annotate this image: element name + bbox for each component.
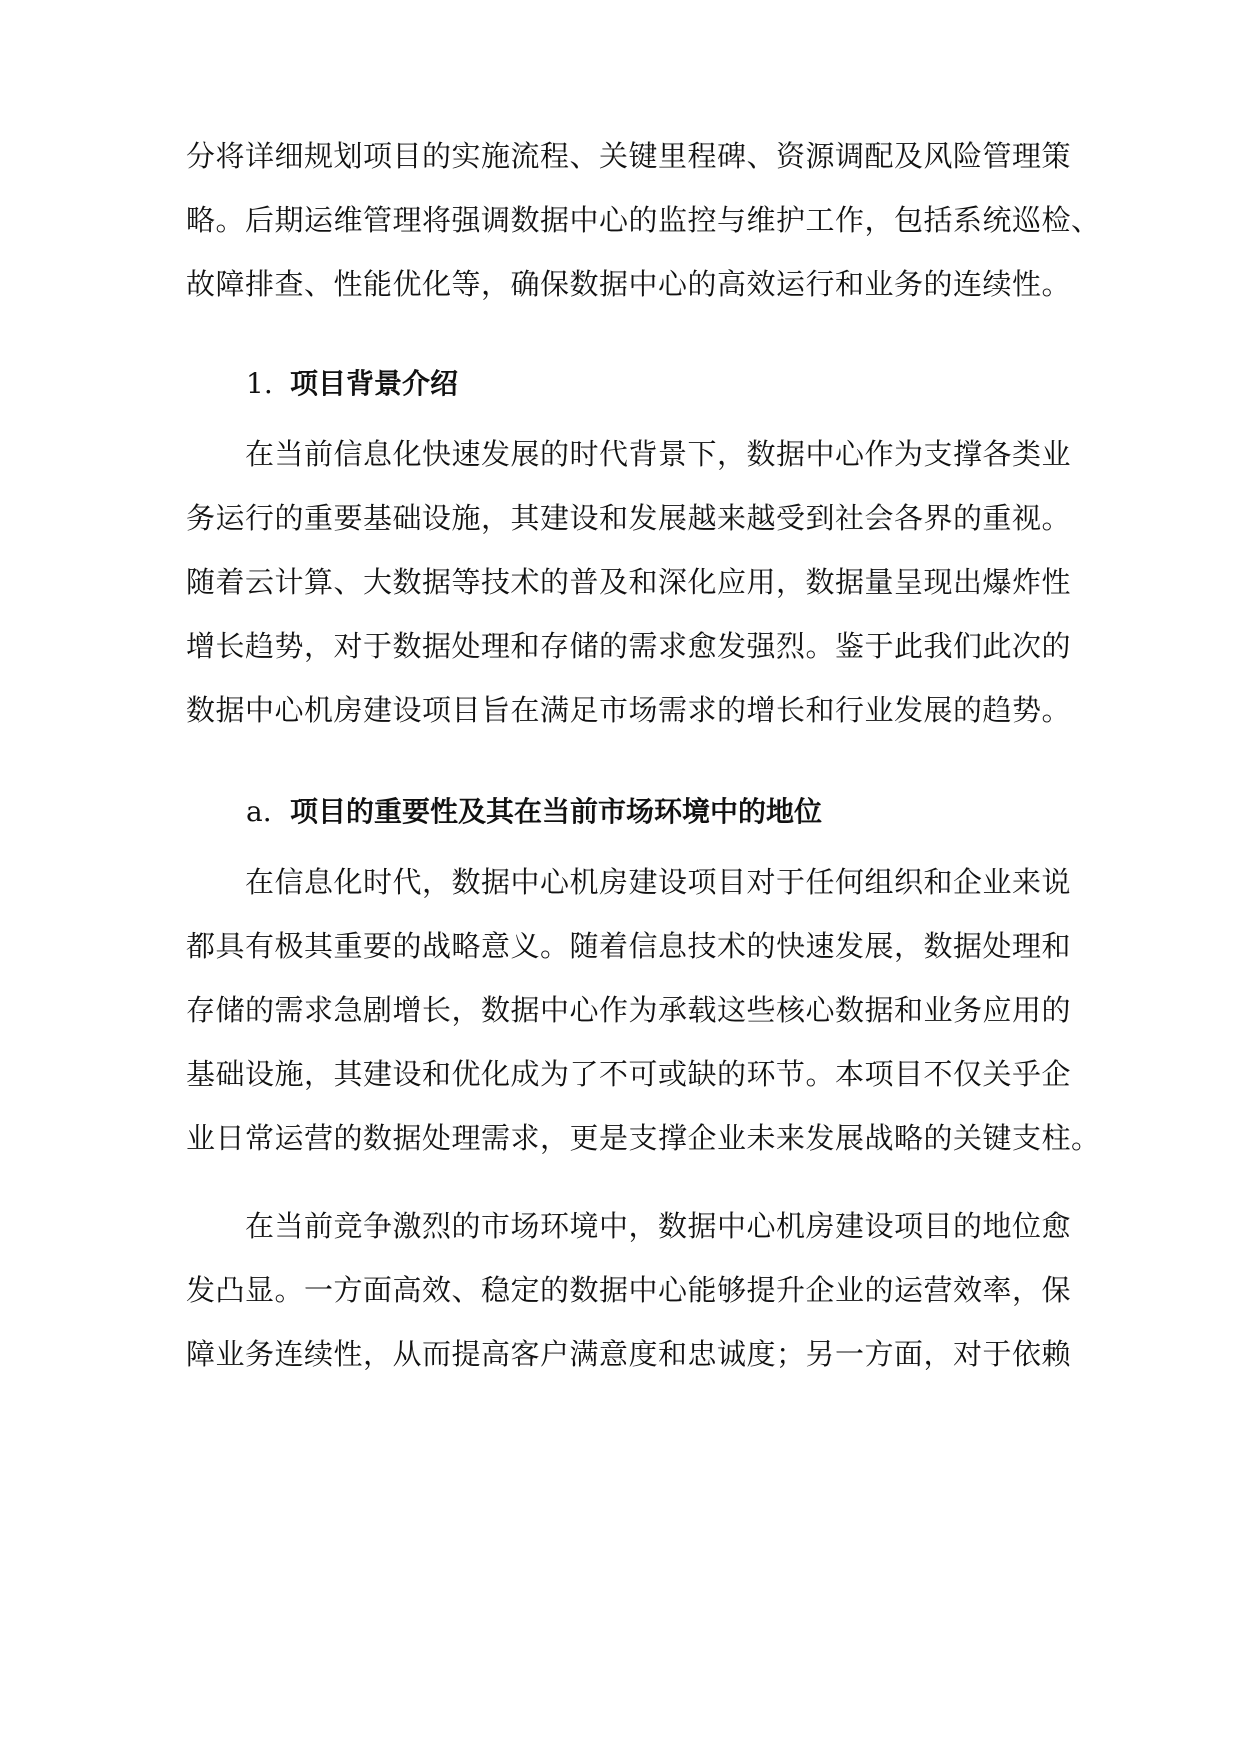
paragraph-line: 在信息化时代，数据中心机房建设项目对于任何组织和企业来说 [186,865,1072,899]
paragraph-line: 在当前竞争激烈的市场环境中，数据中心机房建设项目的地位愈 [186,1209,1072,1243]
paragraph-line: 发凸显。一方面高效、稳定的数据中心能够提升企业的运营效率，保 [186,1273,1072,1307]
paragraph-line: 存储的需求急剧增长，数据中心作为承载这些核心数据和业务应用的 [186,993,1072,1027]
paragraph-line: 障业务连续性，从而提高客户满意度和忠诚度；另一方面，对于依赖 [186,1337,1072,1371]
section-title: 项目的重要性及其在当前市场环境中的地位 [290,795,823,828]
paragraph-line: 随着云计算、大数据等技术的普及和深化应用，数据量呈现出爆炸性 [186,565,1072,599]
paragraph-line: 务运行的重要基础设施，其建设和发展越来越受到社会各界的重视。 [186,501,1072,535]
paragraph-line: 业日常运营的数据处理需求，更是支撑企业未来发展战略的关键支柱。 [186,1121,1101,1155]
section-heading-1 [246,364,458,404]
section-number: a. [246,795,272,828]
section-title: 项目背景介绍 [290,367,459,400]
section-number: 1. [246,367,273,400]
intro-line: 分将详细规划项目的实施流程、关键里程碑、资源调配及风险管理策 [186,139,1072,173]
paragraph-line: 都具有极其重要的战略意义。随着信息技术的快速发展，数据处理和 [186,929,1072,963]
intro-line: 略。后期运维管理将强调数据中心的监控与维护工作，包括系统巡检、 [186,203,1101,237]
paragraph-line: 在当前信息化快速发展的时代背景下，数据中心作为支撑各类业 [186,437,1072,471]
paragraph-line: 数据中心机房建设项目旨在满足市场需求的增长和行业发展的趋势。 [186,693,1072,727]
intro-line: 故障排查、性能优化等，确保数据中心的高效运行和业务的连续性。 [186,267,1072,301]
paragraph-line: 基础设施，其建设和优化成为了不可或缺的环节。本项目不仅关乎企 [186,1057,1072,1091]
paragraph-line: 增长趋势，对于数据处理和存储的需求愈发强烈。鉴于此我们此次的 [186,629,1072,663]
section-heading-a [246,792,822,832]
